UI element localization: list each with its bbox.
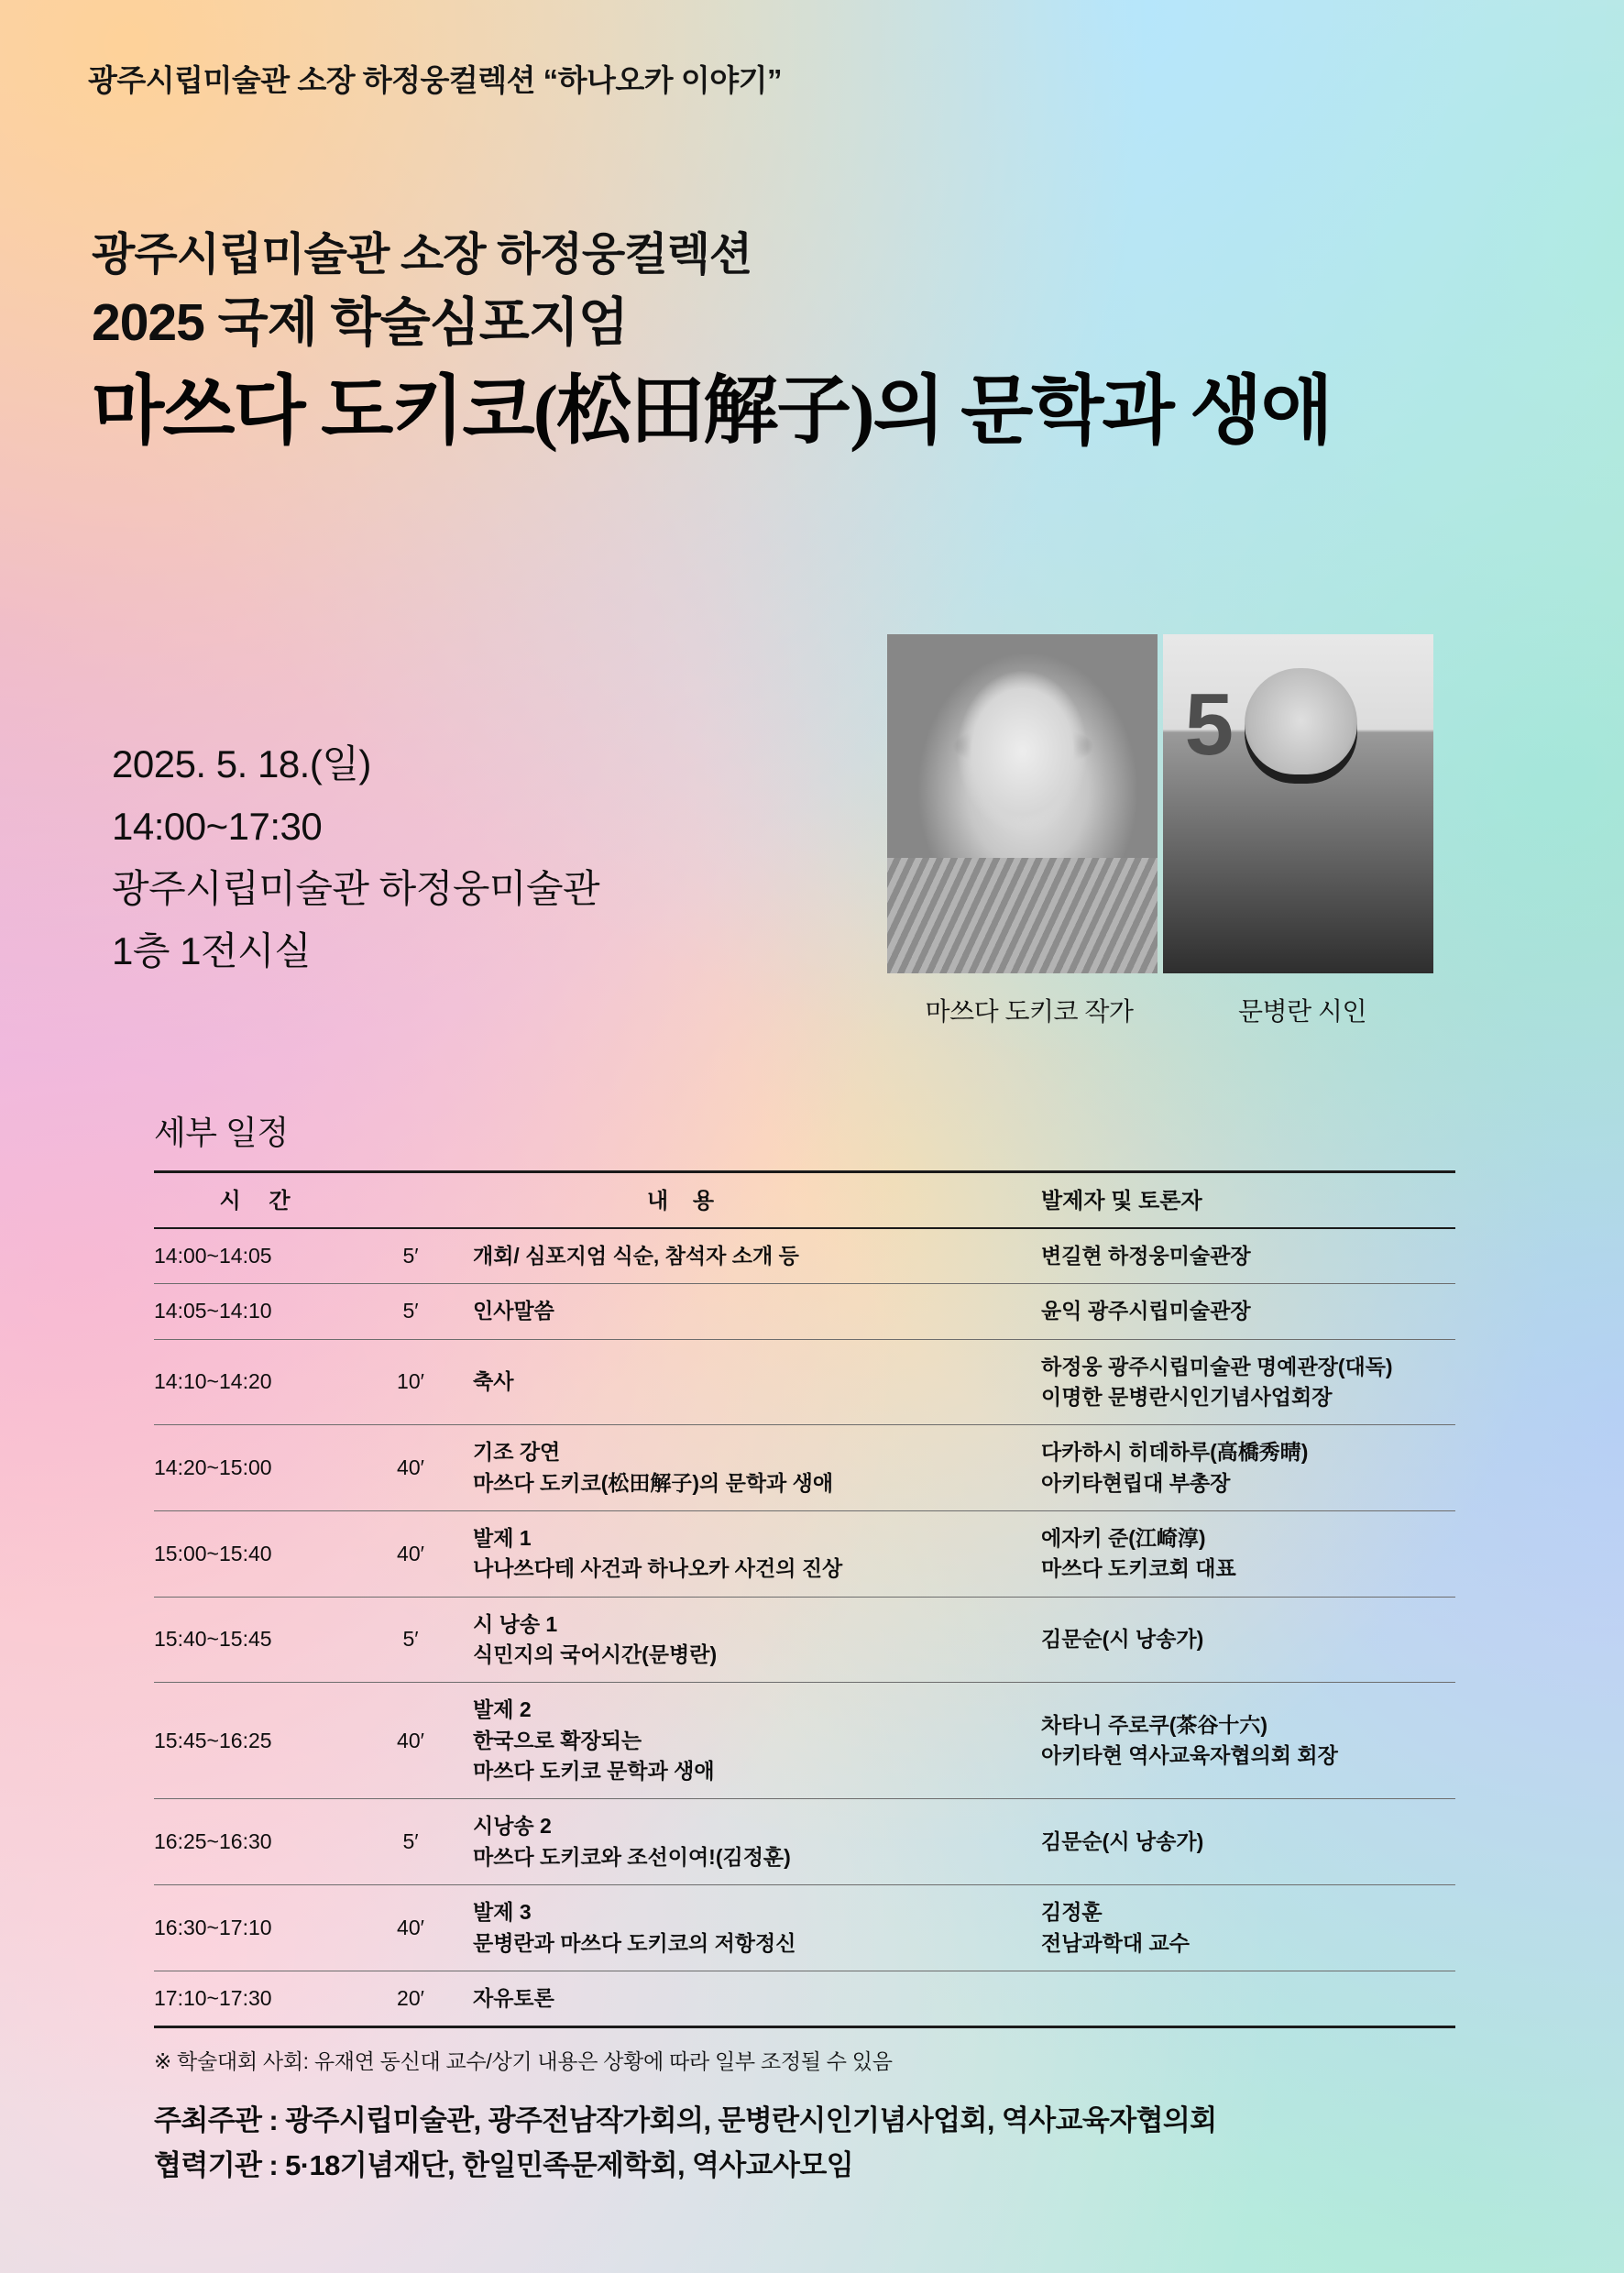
event-info: [112, 733, 599, 983]
poster-kicker: 광주시립미술관 소장 하정웅컬렉션 “하나오카 이야기”: [88, 63, 782, 97]
cell-speaker: [1041, 1228, 1455, 1284]
cell-speaker-line: 하정웅 광주시립미술관 명예관장(대독): [1041, 1354, 1393, 1378]
cell-speaker: [1041, 1425, 1455, 1511]
cell-speaker-line: 김문순(시 낭송가): [1041, 1829, 1204, 1854]
table-row: [154, 1799, 1455, 1885]
cell-speaker: [1041, 1683, 1455, 1799]
table-row: [154, 1597, 1455, 1683]
cell-time: 16:25~16:30: [154, 1799, 354, 1885]
cell-speaker-line: 김문순(시 낭송가): [1041, 1627, 1204, 1652]
cell-duration: 5′: [354, 1597, 473, 1683]
column-header-duration: [354, 1172, 473, 1229]
cell-time: 15:45~16:25: [154, 1683, 354, 1799]
cell-content-line: 자유토론: [473, 1985, 554, 2010]
cell-speaker: [1041, 1284, 1455, 1339]
schedule-section: [154, 1107, 1465, 2075]
portrait-matsuda-tokiko: [887, 634, 1158, 973]
cell-duration: 10′: [354, 1339, 473, 1425]
cell-content-line: 개회/ 심포지엄 식순, 참석자 소개 등: [473, 1244, 799, 1268]
cell-speaker: [1041, 1597, 1455, 1683]
page-title: 마쓰다 도키코(松田解子)의 문학과 생애: [92, 369, 1332, 454]
cell-speaker: [1041, 1971, 1455, 2026]
cell-content-line: 축사: [473, 1369, 514, 1394]
cell-time: 17:10~17:30: [154, 1971, 354, 2026]
cell-content-line: 마쓰다 도키코(松田解子)의 문학과 생애: [473, 1470, 834, 1495]
cell-content: [473, 1284, 1041, 1339]
cell-content-line: 문병란과 마쓰다 도키코의 저항정신: [473, 1930, 796, 1955]
cell-content: [473, 1339, 1041, 1425]
table-row: [154, 1228, 1455, 1284]
poster-footer: [154, 2099, 1217, 2189]
cell-time: 14:00~14:05: [154, 1228, 354, 1284]
cell-content-line: 발제 1: [473, 1526, 532, 1551]
cell-duration: 20′: [354, 1971, 473, 2026]
cell-speaker-line: 김정훈: [1041, 1900, 1103, 1925]
cell-content-line: 인사말씀: [473, 1299, 554, 1323]
cell-speaker-line: 전남과학대 교수: [1041, 1930, 1190, 1955]
cell-duration: 40′: [354, 1511, 473, 1598]
title-line-1: 광주시립미술관 소장 하정웅컬렉션: [92, 230, 752, 280]
cell-content: [473, 1511, 1041, 1598]
table-row: [154, 1971, 1455, 2026]
schedule-table: [154, 1170, 1455, 2028]
table-row: [154, 1425, 1455, 1511]
cell-speaker-line: 다카하시 히데하루(高橋秀晴): [1041, 1440, 1309, 1465]
cell-speaker-line: 차타니 주로쿠(茶谷十六): [1041, 1713, 1268, 1738]
cell-duration: 40′: [354, 1425, 473, 1511]
table-row: [154, 1885, 1455, 1971]
photo-group: [887, 634, 1433, 1028]
photo-caption-right: 문병란 시인: [1237, 997, 1367, 1026]
cell-content-line: 식민지의 국어시간(문병란): [473, 1642, 718, 1667]
cell-time: 15:40~15:45: [154, 1597, 354, 1683]
cell-speaker-line: 아키타현립대 부총장: [1041, 1470, 1231, 1495]
cell-content-line: 한국으로 확장되는: [473, 1728, 642, 1752]
cell-content: [473, 1683, 1041, 1799]
column-header-time: 시 간: [154, 1172, 354, 1229]
schedule-note: ※ 학술대회 사회: 유재연 동신대 교수/상기 내용은 상황에 따라 일부 조정될 수 있음: [154, 2049, 893, 2074]
cell-speaker-line: 윤익 광주시립미술관장: [1041, 1299, 1251, 1323]
cell-time: 14:10~14:20: [154, 1339, 354, 1425]
cell-speaker-line: 아키타현 역사교육자협의회 회장: [1041, 1743, 1338, 1768]
event-date: 2025. 5. 18.(일): [112, 742, 371, 785]
cell-content-line: 발제 3: [473, 1900, 532, 1925]
cell-time: 15:00~15:40: [154, 1511, 354, 1598]
cell-speaker-line: 마쓰다 도키코회 대표: [1041, 1556, 1236, 1581]
cell-time: 14:20~15:00: [154, 1425, 354, 1511]
cell-content-line: 발제 2: [473, 1697, 532, 1722]
cell-content-line: 마쓰다 도키코와 조선이여!(김정훈): [473, 1844, 791, 1869]
cell-content-line: 마쓰다 도키코 문학과 생애: [473, 1759, 715, 1784]
cell-content: [473, 1971, 1041, 2026]
cell-speaker-line: 변길현 하정웅미술관장: [1041, 1244, 1251, 1268]
column-header-speaker: 발제자 및 토론자: [1041, 1172, 1455, 1229]
cell-speaker: [1041, 1339, 1455, 1425]
cell-time: 14:05~14:10: [154, 1284, 354, 1339]
cell-duration: 5′: [354, 1228, 473, 1284]
cell-duration: 5′: [354, 1284, 473, 1339]
table-header-row: [154, 1172, 1455, 1229]
cell-duration: 40′: [354, 1683, 473, 1799]
cell-content-line: 시낭송 2: [473, 1814, 552, 1839]
cell-content: [473, 1885, 1041, 1971]
cell-content-line: 나나쓰다테 사건과 하나오카 사건의 진상: [473, 1556, 843, 1581]
table-row: [154, 1284, 1455, 1339]
cell-content-line: 기조 강연: [473, 1440, 561, 1465]
cell-speaker-line: 이명한 문병란시인기념사업회장: [1041, 1385, 1333, 1410]
title-block: [92, 227, 1332, 457]
schedule-heading: 세부 일정: [154, 1114, 289, 1151]
cell-duration: 5′: [354, 1799, 473, 1885]
footer-host: 주최주관 : 광주시립미술관, 광주전남작가회의, 문병란시인기념사업회, 역사교육자협의회: [154, 2104, 1217, 2136]
cell-speaker: [1041, 1885, 1455, 1971]
cell-speaker: [1041, 1511, 1455, 1598]
photo-caption-left: 마쓰다 도키코 작가: [925, 997, 1134, 1026]
title-line-2: 2025 국제 학술심포지엄: [92, 293, 628, 353]
cell-content: [473, 1597, 1041, 1683]
cell-time: 16:30~17:10: [154, 1885, 354, 1971]
cell-content-line: 시 낭송 1: [473, 1611, 558, 1636]
cell-content: [473, 1425, 1041, 1511]
event-venue: 광주시립미술관 하정웅미술관: [112, 867, 600, 911]
column-header-content: 내 용: [473, 1172, 1041, 1229]
table-row: [154, 1339, 1455, 1425]
cell-content: [473, 1228, 1041, 1284]
event-room: 1층 1전시실: [112, 929, 312, 973]
cell-content: [473, 1799, 1041, 1885]
cell-duration: 40′: [354, 1885, 473, 1971]
table-row: [154, 1511, 1455, 1598]
cell-speaker: [1041, 1799, 1455, 1885]
footer-partner: 협력기관 : 5·18기념재단, 한일민족문제학회, 역사교사모임: [154, 2148, 854, 2181]
table-row: [154, 1683, 1455, 1799]
portrait-moon-byeongran: [1163, 634, 1433, 973]
cell-speaker-line: 에자키 준(江崎淳): [1041, 1526, 1206, 1551]
event-time: 14:00~17:30: [112, 805, 323, 849]
